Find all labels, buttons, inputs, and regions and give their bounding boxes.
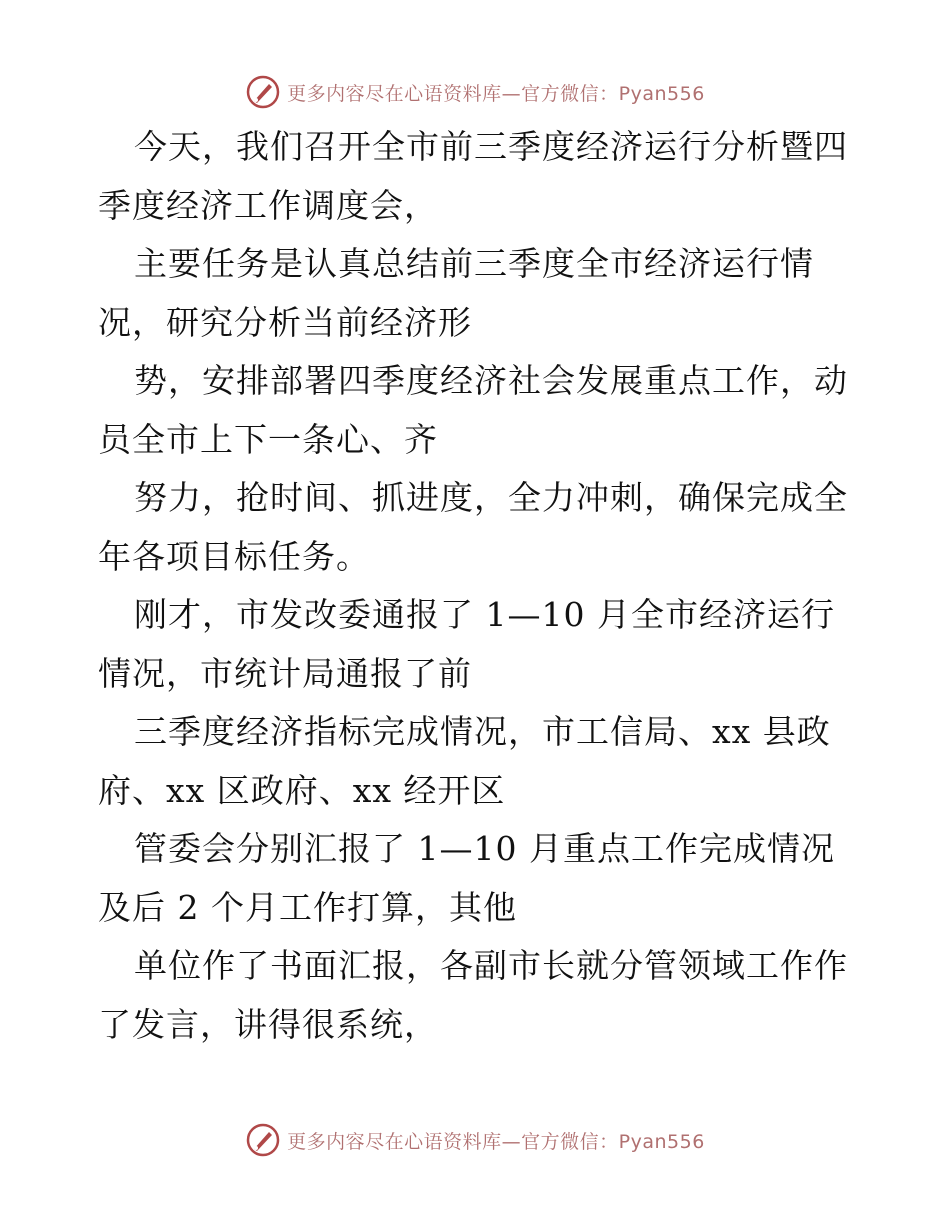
- paragraph-line: 今天，我们召开全市前三季度经济运行分析暨四: [134, 127, 848, 166]
- paragraph-line: 了发言，讲得很系统，: [98, 1004, 438, 1044]
- paragraph-line: 主要任务是认真总结前三季度全市经济运行情: [134, 244, 814, 283]
- paragraph-line: 势，安排部署四季度经济社会发展重点工作，动: [134, 361, 848, 400]
- paragraph-line: 三季度经济指标完成情况，市工信局、xx 县政: [134, 712, 831, 751]
- footer-banner: [0, 1120, 950, 1160]
- pen-logo-icon: [245, 1122, 281, 1158]
- paragraph-line: 单位作了书面汇报，各副市长就分管领域工作作: [134, 946, 848, 985]
- paragraph-line: 及后 2 个月工作打算，其他: [98, 887, 517, 927]
- header-banner: [0, 72, 950, 112]
- paragraph-line: 情况，市统计局通报了前: [98, 653, 472, 693]
- paragraph-line: 况，研究分析当前经济形: [98, 302, 472, 342]
- paragraph-line: 员全市上下一条心、齐: [98, 419, 438, 459]
- paragraph-line: 管委会分别汇报了 1—10 月重点工作完成情况: [134, 829, 835, 868]
- paragraph-line: 刚才，市发改委通报了 1—10 月全市经济运行: [134, 595, 835, 634]
- paragraph-line: 年各项目标任务。: [98, 536, 370, 576]
- banner-text: 更多内容尽在心语资料库—官方微信：Pyan556: [287, 82, 705, 105]
- paragraph-line: 季度经济工作调度会，: [98, 185, 438, 225]
- paragraph-line: 府、xx 区政府、xx 经开区: [98, 770, 506, 810]
- document-body: [98, 118, 858, 1054]
- paragraph-line: 努力，抢时间、抓进度，全力冲刺，确保完成全: [134, 478, 848, 517]
- banner-text: 更多内容尽在心语资料库—官方微信：Pyan556: [287, 1130, 705, 1153]
- pen-logo-icon: [245, 74, 281, 110]
